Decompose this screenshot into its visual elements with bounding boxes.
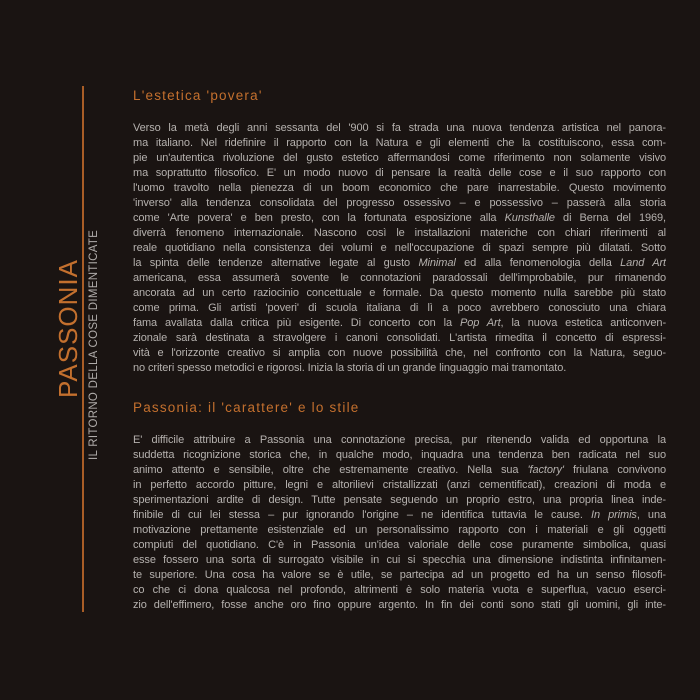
text-line: zionale sarà destinata a stravolgere i canoni consolidati. L'artista rimedita il concetto di espressi- bbox=[133, 332, 666, 344]
paragraph bbox=[133, 121, 666, 376]
text-line: in perfetto accordo pitture, legni e altorilievi cristallizzati (anzi cementificati), creazioni di moda e bbox=[133, 479, 666, 491]
section-heading: Passonia: il 'carattere' e lo stile bbox=[133, 400, 360, 415]
text-line: ma italiano. Nel ridefinire il rapporto con la Natura e gli elementi che la costituiscono, essa com- bbox=[133, 137, 666, 149]
sidebar-vertical-subtitle: IL RITORNO DELLA COSE DIMENTICATE bbox=[88, 229, 100, 460]
text-line: come 'Arte povera' e ben presto, con la fortunata esposizione alla Kunsthalle di Berna del 1969, bbox=[133, 212, 666, 224]
text-line: ancorata ad un certo raziocinio concettuale e formale. Da questo momento nulla sarebbe più stato bbox=[133, 287, 666, 299]
sidebar-vertical-title: PASSONIA bbox=[53, 258, 83, 398]
text-line: americana, essa assumerà sovente le connotazioni paradossali dell'improbabile, pur rimanendo bbox=[133, 272, 666, 284]
text-line: co che ci dona qualcosa nel profondo, altrimenti è solo materia vuota e superflua, vacuo eserci- bbox=[133, 584, 666, 596]
paragraph bbox=[133, 433, 666, 613]
text-line: fama avallata dalla critica più esigente. Di concerto con la Pop Art, la nuova estetica anticonven- bbox=[133, 317, 666, 329]
text-line: motivazione prettamente esistenziale ed un personalissimo rapporto con i materiali e gli oggetti bbox=[133, 524, 666, 536]
text-line: esse fossero una sorta di surrogato visibile in cui si specchia una dimensione indistinta infinitamen- bbox=[133, 554, 666, 566]
section-passonia-carattere bbox=[133, 400, 666, 613]
text-line: suddetta ricognizione storica che, in qualche modo, inquadra una tendenza ben radicata nel suo bbox=[133, 449, 666, 461]
article bbox=[133, 88, 666, 613]
text-line: no criteri spesso metodici e rigorosi. Inizia la storia di un grande linguaggio mai tramontato. bbox=[133, 362, 567, 374]
text-line: vità e l'orizzonte creativo si amplia con nuove possibilità che, nel confronto con la Natura, seguo- bbox=[133, 347, 666, 359]
text-line: animo attento e sensibile, oltre che estremamente creativo. Nella sua 'factory' friulana convivono bbox=[133, 464, 666, 476]
section-heading: L'estetica 'povera' bbox=[133, 88, 263, 103]
section-estetica-povera bbox=[133, 88, 666, 376]
text-line: reale quotidiano nella consistenza dei volumi e nell'occupazione di spazi sempre più dilatati. Sotto bbox=[133, 242, 666, 254]
text-line: ma soprattutto filosofico. E' un modo nuovo di pensare la realtà delle cose e il suo rapporto con bbox=[133, 167, 666, 179]
text-line: E' difficile attribuire a Passonia una connotazione precisa, pur ritenendo valida ed opportuna la bbox=[133, 434, 666, 446]
text-line: zio dell'effimero, fosse anche oro fino oppure argento. In fin dei conti sono stati gli uomini, gli inte- bbox=[133, 599, 666, 611]
text-line: pie un'autentica rivoluzione del gusto estetico affermandosi come riferimento non solamente visivo bbox=[133, 152, 666, 164]
text-line: finibile di cui lei stessa – pur ignorando l'origine – ne identifica tuttavia le cause. In primis, una bbox=[133, 509, 666, 521]
text-line: te superiore. Una cosa ha valore se è utile, se partecipa ad un progetto ed ha un senso filosofi- bbox=[133, 569, 666, 581]
text-line: sperimentazioni ardite di design. Tutte pensate seguendo un proprio estro, una propria linea inde- bbox=[133, 494, 666, 506]
text-line: compiuti del quotidiano. C'è in Passonia un'idea valoriale delle cose puramente simbolica, quasi bbox=[133, 539, 666, 551]
text-line: diverrà fenomeno internazionale. Nascono così le installazioni materiche con chiari riferimenti al bbox=[133, 227, 666, 239]
text-line: la spinta delle tendenze alternative legate al gusto Minimal ed alla fenomenologia della Land Art bbox=[133, 257, 666, 269]
text-line: Verso la metà degli anni sessanta del '900 si fa strada una nuova tendenza artistica nel panora- bbox=[133, 122, 666, 134]
text-line: l'uomo travolto nella pienezza di un boom economico che pare inarrestabile. Questo movimento bbox=[133, 182, 666, 194]
text-line: come prima. Gli artisti 'poveri' di scuola italiana di lì a poco avrebbero conosciuto una chiara bbox=[133, 302, 666, 314]
text-line: 'inverso' alla tendenza consolidata del progresso ossessivo – e possessivo – passerà alla storia bbox=[133, 197, 666, 209]
